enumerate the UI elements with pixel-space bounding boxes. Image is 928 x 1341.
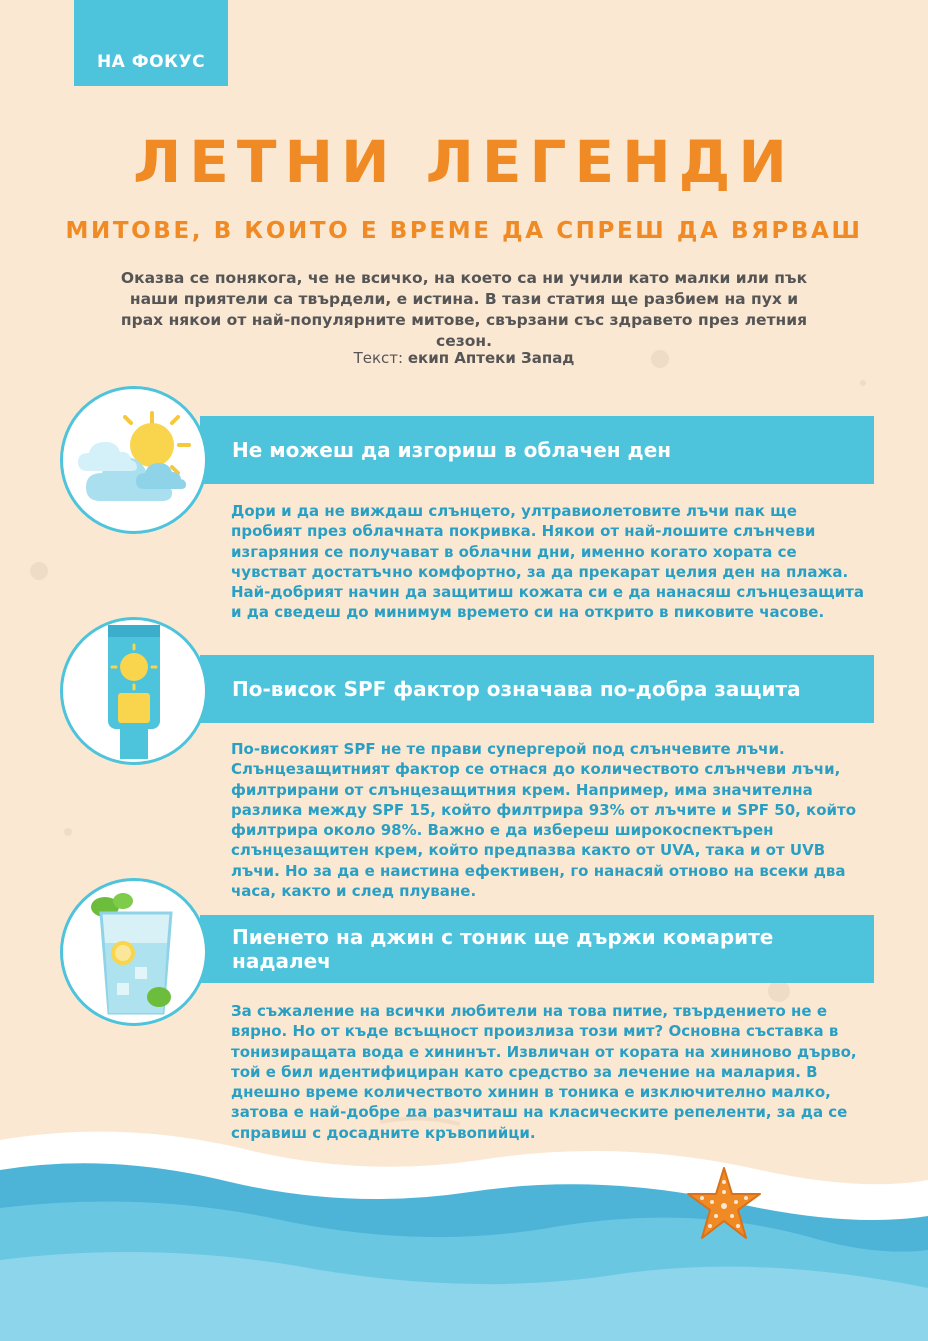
- myth-body: По-високият SPF не те прави супергерой под слънчевите лъчи. Слънцезащитният фактор се отнася до количеството слънчеви лъчи, филтрирани от слънцезащитния крем. Например, има значителна разлика между SPF 15, който филтрира 93% от лъчите и SPF 50, който филтрира около 98%. Важно е да избереш широкоспектърен слънцезащитен крем, който предпазва както от UVA, така и от UVB лъчи. Но за да е наистина ефективен, го нанасяй отново на всеки два часа, както и след плуване.: [231, 740, 857, 901]
- myth-heading: По-висок SPF фактор означава по-добра защита: [200, 655, 874, 723]
- decor-dot: [860, 380, 866, 386]
- page-subtitle: МИТОВЕ, В КОИТО Е ВРЕМЕ ДА СПРЕШ ДА ВЯРВАШ: [65, 218, 863, 244]
- sun-cloud-icon: [60, 386, 208, 534]
- author-name: екип Аптеки Запад: [407, 349, 575, 367]
- myth-body: За съжаление на всички любители на това питие, твърдението не е вярно. Но от къде всъщност произлиза този мит? Основна съставка в тонизиращата вода е хининът. Извличан от кората на хининово дърво, той е бил идентифициран като средство за лечение на малария. В днешно време количеството хинин в тоника е изключително малко, затова е най-добре да разчиташ на класическите репеленти, за да се справиш с досадните кръвопийци.: [231, 1002, 857, 1142]
- sunscreen-tube-icon: [60, 617, 208, 765]
- myth-body: Дори и да не виждаш слънцето, ултравиолетовите лъчи пак ще пробият през облачната покривка. Някои от най-лошите слънчеви изгаряния се получават в облачни дни, именно когато хората се чувстват достатъчно комфортно, за да прекарат целия ден на плажа. Най-добрият начин да защитиш кожата си е да нанасяш слънцезащита и да сведеш до минимум времето си на открито в пиковите часове.: [231, 502, 864, 622]
- intro-paragraph: Оказва се понякога, че не всичко, на което са ни учили като малки или пък наши приятели са твърдели, е истина. В тази статия ще разбием на пух и прах някои от най-популярните митове, свързани със здравето през летния сезон.: [120, 269, 808, 350]
- gin-tonic-glass-icon: [60, 878, 208, 1026]
- starfish-icon: [686, 1166, 762, 1242]
- decor-dot: [64, 828, 72, 836]
- myth-heading: Пиенето на джин с тоник ще държи комарите надалеч: [200, 915, 874, 983]
- author-line: [0, 349, 928, 367]
- sea-waves-illustration: [0, 1100, 928, 1341]
- section-tag: НА ФОКУС: [74, 0, 228, 86]
- myth-heading: Не можеш да изгориш в облачен ден: [200, 416, 874, 484]
- decor-dot: [768, 980, 790, 1002]
- decor-dot: [30, 562, 48, 580]
- page-title: ЛЕТНИ ЛЕГЕНДИ: [133, 128, 795, 196]
- author-label: Текст:: [353, 349, 404, 367]
